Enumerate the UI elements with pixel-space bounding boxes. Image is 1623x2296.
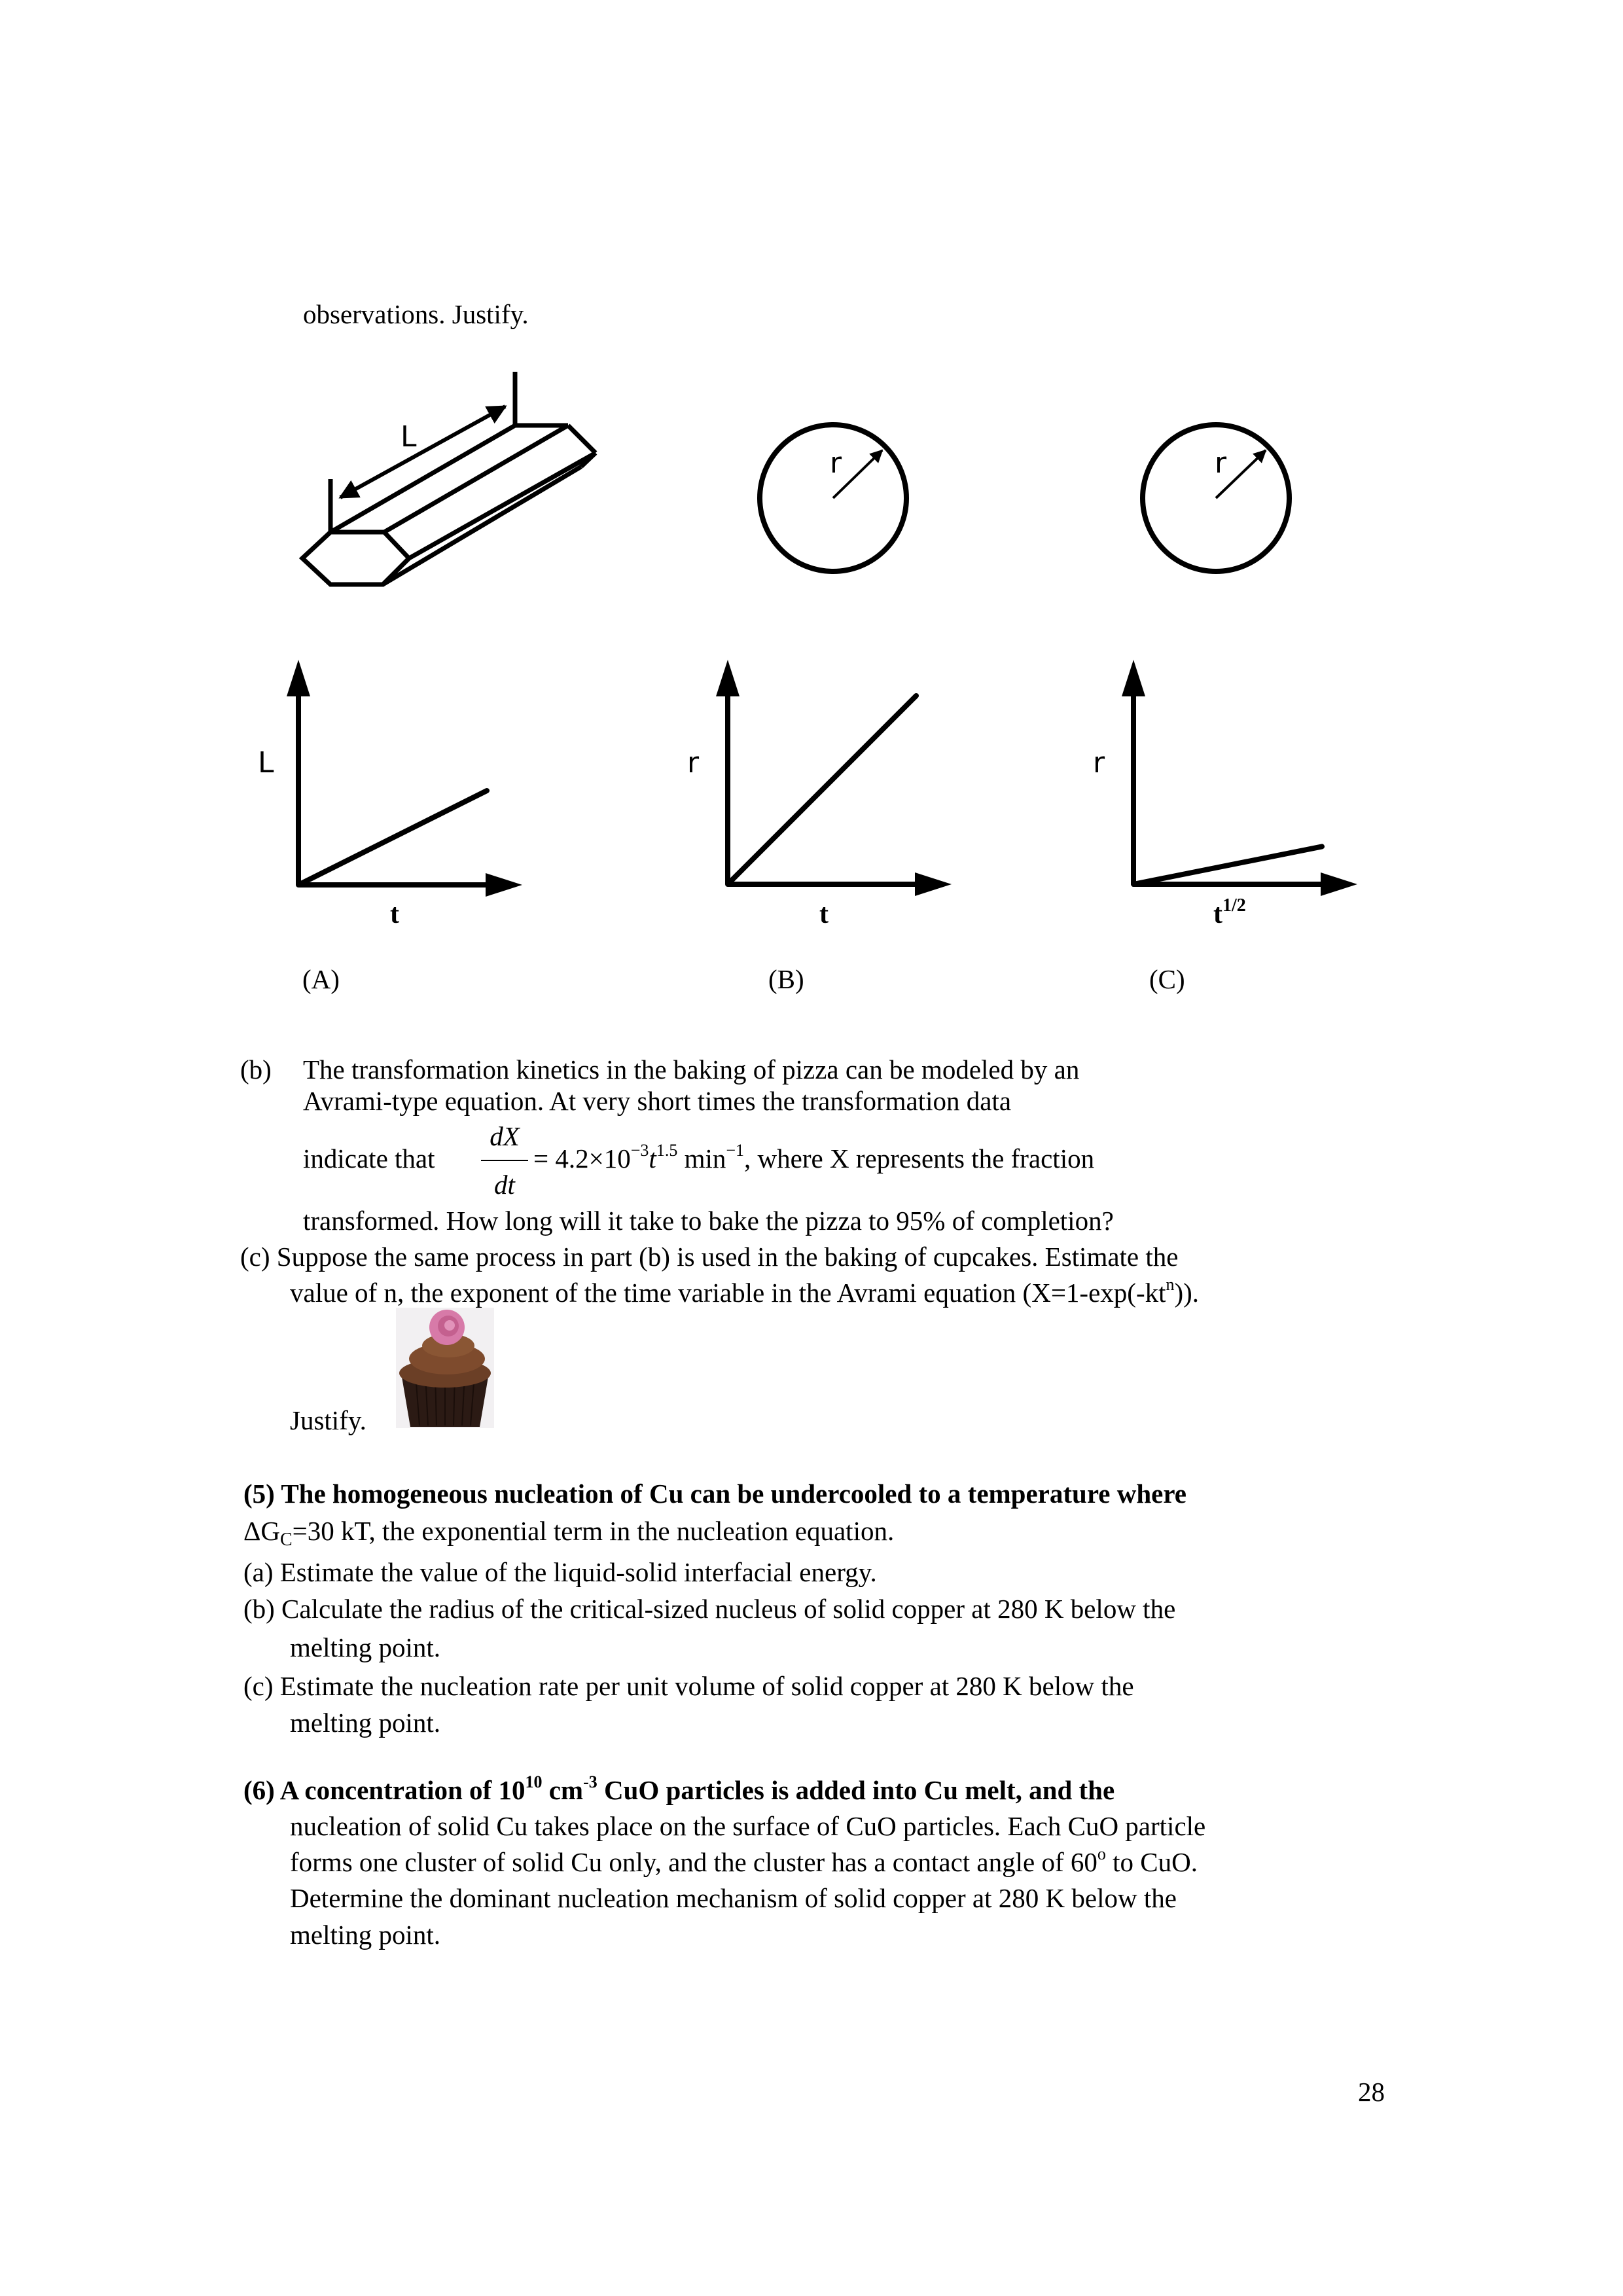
caption-c: (C)	[1149, 964, 1185, 994]
graph-c-y-label: r	[1093, 746, 1105, 780]
graph-a-x-arrowhead	[486, 873, 522, 897]
degree-symbol: o	[1097, 1844, 1106, 1863]
part-c-line-2	[290, 1275, 1200, 1308]
part-b-line-4: transformed. How long will it take to bake the pizza to 95% of completion?	[303, 1206, 1114, 1236]
graph-c-data-line	[1133, 846, 1322, 884]
q5-part-c-1: (c) Estimate the nucleation rate per unit volume of solid copper at 280 K below the	[243, 1671, 1134, 1701]
caption-b: (B)	[768, 964, 804, 994]
delta-symbol: Δ	[243, 1516, 261, 1546]
sphere-c	[1143, 425, 1289, 571]
graph-a-data-line	[298, 791, 487, 885]
q6-heading-suffix: CuO particles is added into Cu melt, and the	[597, 1775, 1115, 1805]
q6-unit: cm	[542, 1775, 584, 1805]
graph-a-y-label: L	[258, 746, 274, 780]
graph-a	[258, 660, 522, 929]
derivative-numerator: dX	[490, 1121, 520, 1151]
rate-exponent-2: 1.5	[656, 1141, 678, 1160]
cupcake-image	[396, 1308, 494, 1428]
graph-a-x-label: t	[390, 899, 399, 929]
length-arrow	[340, 406, 505, 497]
page-number: 28	[1358, 2077, 1385, 2107]
gibbs-subscript-c: C	[279, 1530, 293, 1550]
part-c-line-2-prefix: value of n, the exponent of the time variable in the Avrami equation (X=1-exp(-kt	[290, 1278, 1166, 1308]
part-c-line-2-suffix: )).	[1174, 1278, 1200, 1308]
part-c-line-1	[240, 1244, 1178, 1270]
derivative-denominator: dt	[494, 1170, 515, 1200]
part-b-line-3-suffix: , where X represents the fraction	[744, 1143, 1095, 1174]
graph-b-y-label: r	[687, 746, 700, 780]
gibbs-g: G	[260, 1516, 280, 1546]
q5-part-c-2: melting point.	[290, 1708, 441, 1738]
q5-part-b-1: (b) Calculate the radius of the critical-sized nucleus of solid copper at 280 K below the	[243, 1594, 1176, 1624]
q6-line-3	[290, 1844, 1198, 1877]
sphere-b-radius-label: r	[830, 446, 842, 480]
q6-line-3-suffix: to CuO.	[1105, 1847, 1198, 1877]
avrami-exponent-n: n	[1166, 1275, 1175, 1294]
part-b-line-2: Avrami-type equation. At very short times the transformation data	[303, 1086, 1012, 1116]
q5-part-b-2: melting point.	[290, 1632, 441, 1662]
caption-a: (A)	[302, 964, 340, 994]
graph-b-x-arrowhead	[915, 872, 952, 896]
hexagonal-rod-crystal	[302, 425, 596, 584]
part-c-line-1-text: Suppose the same process in part (b) is used in the baking of cupcakes. Estimate the	[276, 1242, 1179, 1272]
part-b-line-3	[303, 1145, 435, 1172]
rate-unit: min	[677, 1143, 726, 1174]
q6-line-2: nucleation of solid Cu takes place on the surface of CuO particles. Each CuO particle	[290, 1811, 1206, 1841]
part-c-label: (c)	[240, 1242, 270, 1272]
graph-c-y-arrowhead	[1122, 660, 1145, 696]
part-c-justify: Justify.	[290, 1405, 366, 1435]
graph-b-x-label: t	[819, 899, 829, 929]
part-b-label: (b)	[240, 1054, 272, 1085]
graph-c-x-arrowhead	[1321, 872, 1357, 896]
graph-c-x-label: $t^{1/2}$	[1213, 895, 1246, 929]
sphere-b	[760, 425, 906, 571]
rate-exponent-1: −3	[630, 1141, 649, 1160]
graph-b	[687, 660, 952, 929]
graph-b-y-arrowhead	[716, 660, 740, 696]
rate-equation	[533, 1141, 1095, 1174]
rate-time-var: t	[649, 1143, 656, 1174]
q5-line-2	[243, 1516, 895, 1550]
graph-c	[1093, 660, 1357, 929]
q5-heading: (5) The homogeneous nucleation of Cu can be undercooled to a temperature where	[243, 1479, 1187, 1509]
q5-part-a: (a) Estimate the value of the liquid-solid interfacial energy.	[243, 1557, 877, 1587]
rate-exponent-3: −1	[726, 1141, 745, 1160]
cupcake-drawing	[396, 1308, 494, 1428]
graph-a-y-arrowhead	[287, 660, 310, 696]
q6-line-4: Determine the dominant nucleation mechanism of solid copper at 280 K below the	[290, 1883, 1177, 1913]
length-label: L	[401, 420, 417, 454]
part-b-line-1: The transformation kinetics in the baking of pizza can be modeled by an	[303, 1054, 1080, 1085]
q6-exponent-minus-3: -3	[583, 1772, 597, 1791]
growth-graphs	[258, 660, 1357, 929]
graph-c-x-label-exponent: 1/2	[1222, 895, 1246, 916]
q5-line-2-rest: =30 kT, the exponential term in the nucleation equation.	[292, 1516, 895, 1546]
part-b-line-3-prefix: indicate that	[303, 1143, 435, 1174]
intro-line: observations. Justify.	[303, 299, 529, 329]
q6-heading	[243, 1772, 1115, 1805]
derivative-fraction-bar	[481, 1160, 528, 1161]
rate-equation-rhs: = 4.2×10	[533, 1143, 631, 1174]
graph-b-data-line	[728, 696, 916, 884]
q6-line-5: melting point.	[290, 1920, 441, 1950]
q6-line-3-prefix: forms one cluster of solid Cu only, and the cluster has a contact angle of 60	[290, 1847, 1097, 1877]
q6-heading-prefix: (6) A concentration of 10	[243, 1775, 526, 1805]
sphere-c-radius-label: r	[1215, 446, 1227, 480]
rod-back-right-upper	[568, 425, 596, 453]
q6-exponent-10: 10	[525, 1772, 543, 1791]
